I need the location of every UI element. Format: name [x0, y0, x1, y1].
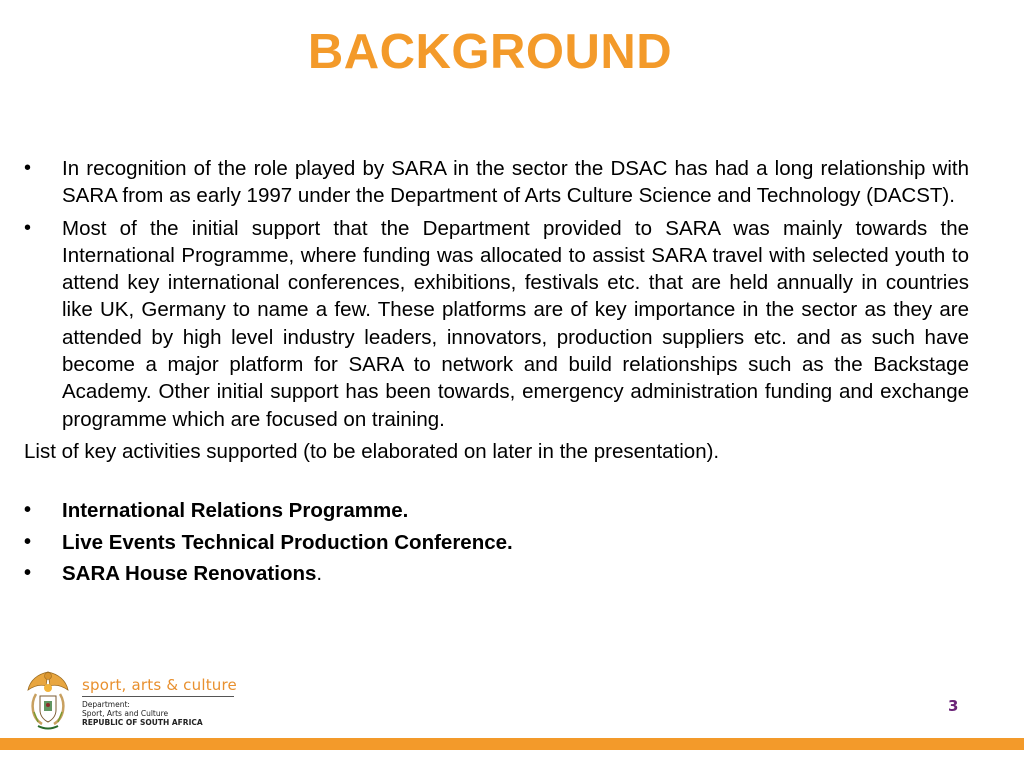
coat-of-arms-icon — [24, 668, 72, 732]
activity-text: SARA House Renovations — [62, 561, 317, 585]
bullet-glyph: • — [24, 157, 32, 179]
department-logo — [24, 668, 244, 732]
page-number: 3 — [948, 697, 959, 715]
activity-item — [24, 497, 969, 524]
slide-title: BACKGROUND — [307, 25, 673, 79]
bullet-text: In recognition of the role played by SARA in the sector the DSAC has had a long relationship with SARA from as early 1997 under the Department of Arts Culture Science and Technology (DACST). — [62, 157, 969, 208]
bullet-glyph: • — [24, 499, 32, 522]
logo-brand: sport, arts & culture — [82, 676, 237, 694]
bullet-glyph: • — [24, 561, 32, 584]
activity-item — [24, 560, 969, 587]
bullet-glyph: • — [24, 216, 32, 239]
logo-dept-label: Department: — [82, 700, 130, 709]
activity-item — [24, 529, 969, 556]
activity-tail: . — [316, 561, 323, 585]
logo-text-block — [82, 676, 237, 727]
logo-country: REPUBLIC OF SOUTH AFRICA — [82, 718, 203, 727]
list-intro: List of key activities supported (to be elaborated on later in the presentation). — [24, 439, 720, 463]
activities-list — [24, 497, 969, 587]
footer-accent-bar — [0, 738, 1024, 750]
logo-dept-name: Sport, Arts and Culture — [82, 709, 169, 718]
slide-body — [24, 155, 969, 591]
bullet-item — [24, 155, 969, 210]
bullet-item — [24, 215, 969, 433]
activity-text: International Relations Programme. — [62, 499, 409, 523]
bullet-text: Most of the initial support that the Department provided to SARA was mainly towards the International Programme, where funding was allocated to assist SARA travel with selected youth to attend key international conferences, exhibitions, festivals etc. that are held annually in countries like UK, Germany to name a few. These platforms are of key importance in the sector as they are attended by high level industry leaders, innovators, production suppliers etc. and as such have become a major platform for SARA to network and build relationships such as the Backstage Academy. Other initial support has been towards, emergency administration funding and exchange programme which are focused on training. — [62, 216, 969, 431]
logo-divider — [82, 696, 234, 697]
activity-text: Live Events Technical Production Conference. — [62, 530, 513, 554]
bullet-glyph: • — [24, 530, 32, 553]
